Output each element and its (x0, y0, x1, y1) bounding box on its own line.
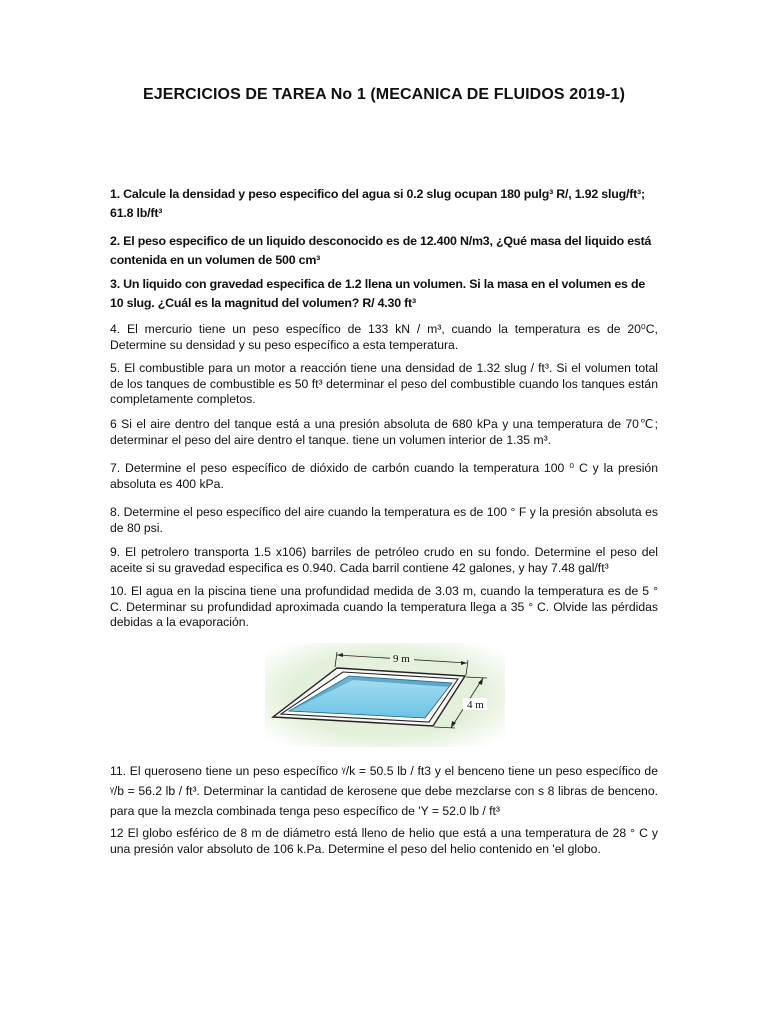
exercise-6: 6 Si el aire dentro del tanque está a una presión absoluta de 680 kPa y una temperatura de 70℃; determinar el peso del aire dentro el tanque. tiene un volumen interior de 1.35 m³. (110, 417, 658, 447)
exercise-12: 12 El globo esférico de 8 m de diámetro está lleno de helio que está a una temperatura de 28 ° C y una presión valor absoluto de 106 k.Pa. Determine el peso del helio contenido en 'el globo. (110, 826, 658, 856)
length-label: 9 m (393, 653, 410, 665)
pool-diagram (265, 643, 505, 747)
exercise-8: 8. Determine el peso específico del aire cuando la temperatura es de 100 ° F y la presión absoluta es de 80 psi. (110, 505, 658, 535)
page-title: EJERCICIOS DE TAREA No 1 (MECANICA DE FLUIDOS 2019-1) (142, 86, 626, 103)
width-label: 4 m (467, 699, 484, 711)
exercise-4: 4. El mercurio tiene un peso específico de 133 kN / m³, cuando la temperatura es de 20⁰C, Determine su densidad y su peso específico a esta temperatura. (110, 322, 658, 352)
exercise-5: 5. El combustible para un motor a reacción tiene una densidad de 1.32 slug / ft³. Si el volumen total de los tanques de combustible es 50 ft³ determinar el peso del combustible cuando los tanques están completamente completos. (110, 361, 658, 406)
exercise-7: 7. Determine el peso específico de dióxido de carbón cuando la temperatura 100 ⁰ C y la presión absoluta es 400 kPa. (110, 461, 658, 491)
exercise-2: 2. El peso especifico de un liquido desconocido es de 12.400 N/m3, ¿Qué masa del liquido está contenida en un volumen de 500 cm³ (110, 234, 652, 267)
exercise-11: 11. El queroseno tiene un peso específico ᵞ/k = 50.5 lb / ft3 y el benceno tiene un peso específico de ᵞ/b = 56.2 lb / ft³. Determinar la cantidad de kerosene que debe mezclarse con s 8 libras de benceno. para que la mezcla combinada tenga peso específico de 'Y = 52.0 lb / ft³ (110, 764, 658, 818)
exercise-9: 9. El petrolero transporta 1.5 x106) barriles de petróleo crudo en su fondo. Determine el peso del aceite si su gravedad especifica es 0.940. Cada barril contiene 42 galones, y hay 7.48 gal/ft³ (110, 545, 658, 575)
exercise-10: 10. El agua en la piscina tiene una profundidad medida de 3.03 m, cuando la temperatura es de 5 ° C. Determinar su profundidad aproximada cuando la temperatura llega a 35 ° C. Olvide las pérdidas debidas a la evaporación. (110, 584, 658, 629)
exercise-3: 3. Un liquido con gravedad especifica de 1.2 llena un volumen. Si la masa en el volumen es de 10 slug. ¿Cuál es la magnitud del volumen? R/ 4.30 ft³ (110, 277, 646, 310)
exercise-1: 1. Calcule la densidad y peso especifico del agua si 0.2 slug ocupan 180 pulg³ R/, 1.92 slug/ft³; 61.8 lb/ft³ (110, 187, 645, 220)
pool-figure (265, 643, 505, 747)
